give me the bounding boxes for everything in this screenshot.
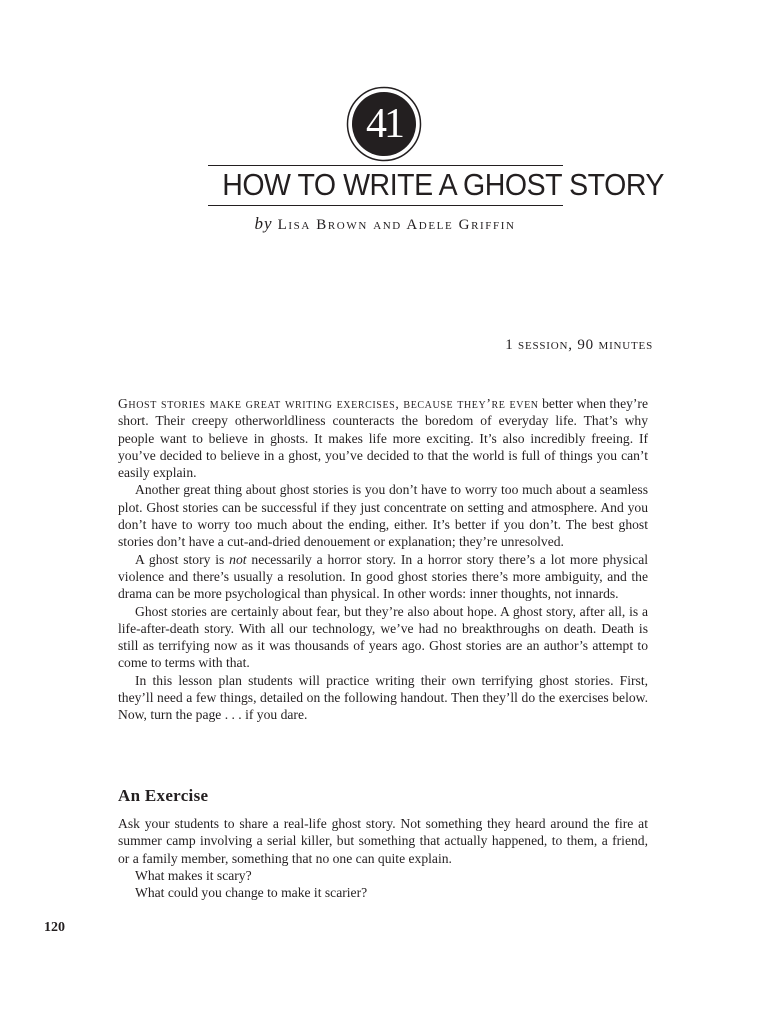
section-heading: An Exercise bbox=[118, 786, 209, 805]
paragraph: Ask your students to share a real-life ghost story. Not something they heard around the fire at summer camp involving a serial killer, but something that actually happened, to them, a friend, or a family member, something that no one can quite explain. bbox=[118, 816, 648, 866]
paragraph: Ghost stories are certainly about fear, but they’re also about hope. A ghost story, after all, is a life-after-death story. With all our technology, we’ve had no breakthroughs on death. Death is still as terrifying now as it was thousands of years ago. Ghost stories are an author’s attempt to come to terms with that. bbox=[118, 603, 648, 671]
paragraph: In this lesson plan students will practice writing their own terrifying ghost stories. First, they’ll need a few things, detailed on the following handout. Then they’ll do the exercises below. Now, turn the page . . . if you dare. bbox=[118, 672, 648, 723]
body-text bbox=[118, 395, 648, 724]
byline-authors: Lisa Brown and Adele Griffin bbox=[277, 217, 516, 233]
exercise-text bbox=[118, 815, 648, 901]
question: What could you change to make it scarier? bbox=[135, 885, 368, 901]
chapter-title: HOW TO WRITE A GHOST STORY bbox=[222, 167, 665, 202]
question: What makes it scary? bbox=[135, 867, 252, 883]
paragraph bbox=[118, 395, 648, 481]
paragraph-text: necessarily a horror story. In a horror story there’s a lot more physical violence and there’s usually a resolution. In good ghost stories there’s more ambiguity, and the drama can be more psychological than physical. In other words: inner thoughts, not innards. bbox=[118, 551, 648, 602]
session-info: 1 session, 90 minutes bbox=[505, 337, 653, 353]
chapter-number: 41 bbox=[366, 101, 402, 147]
byline bbox=[200, 214, 570, 234]
lead-in: Ghost stories make great writing exercises, because they’re even bbox=[118, 396, 539, 411]
paragraph-text: A ghost story is bbox=[135, 551, 225, 567]
paragraph: Another great thing about ghost stories is you don’t have to worry too much about a seamless plot. Ghost stories can be successful if they just concentrate on setting and atmosphere. And you don’t have to worry too much about the ending, either. It’s better if you don’t. The best ghost stories don’t have a cut-and-dried denouement or explanation; they’re unresolved. bbox=[118, 482, 648, 550]
paragraph-text: better when they’re short. Their creepy otherworldliness counteracts the boredom of everyday life. That’s why people want to believe in ghosts. It makes life more exciting. It’s also incredibly freeing. If you’ve decided to believe in a ghost, you’ve decided to that the world is full of things you can’t easily explain. bbox=[118, 396, 648, 481]
paragraph bbox=[118, 551, 648, 603]
chapter-number-badge bbox=[346, 86, 422, 162]
page-number: 120 bbox=[44, 920, 65, 935]
title-rule-bottom bbox=[208, 205, 563, 206]
emphasis: not bbox=[229, 551, 247, 567]
byline-by: by bbox=[254, 214, 273, 233]
